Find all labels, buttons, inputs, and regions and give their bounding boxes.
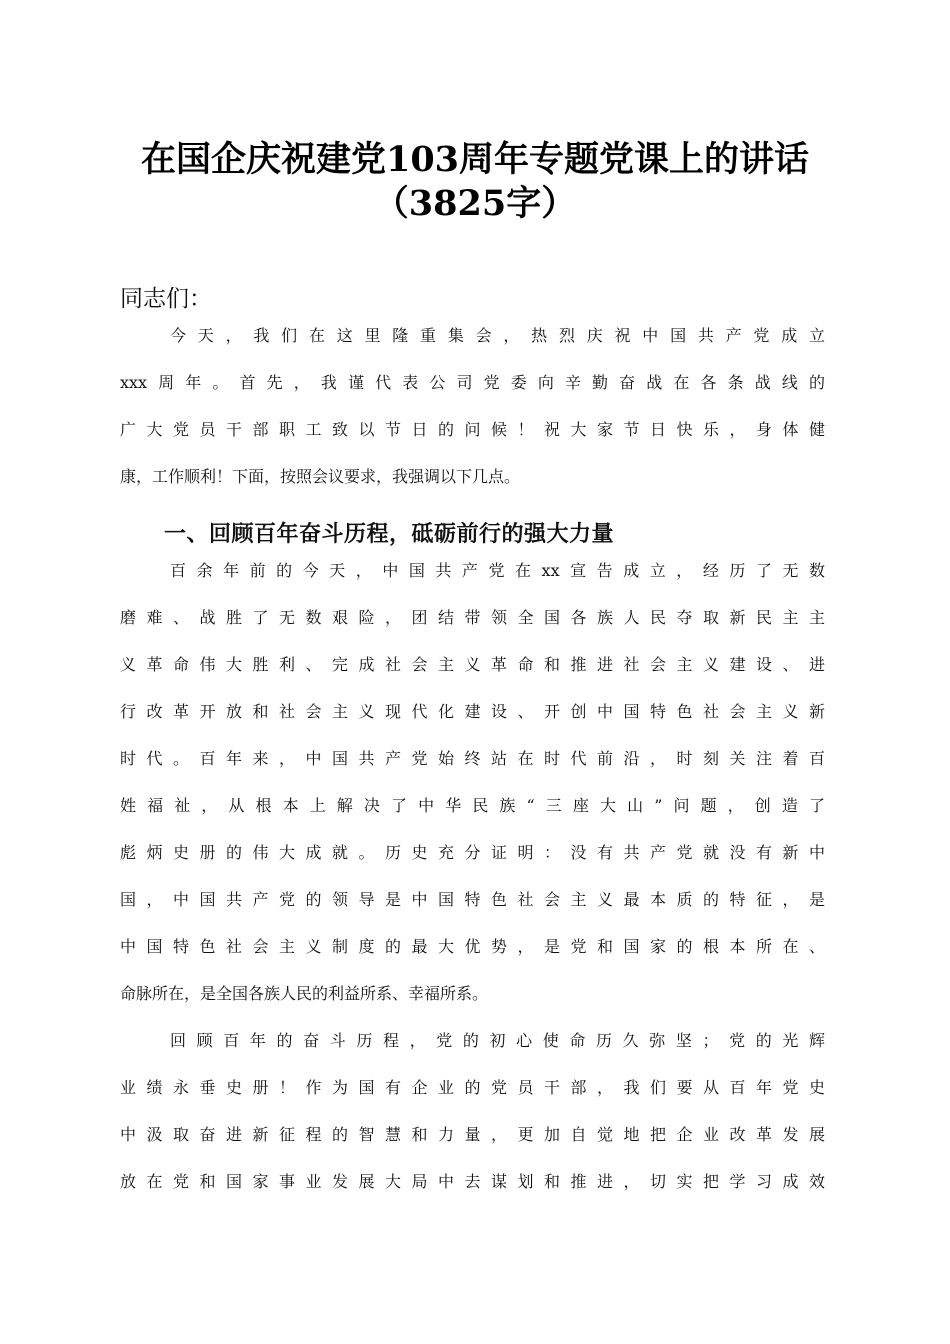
paragraph-line: 回顾百年的奋斗历程，党的初心使命历久弥坚；党的光辉 [170,1031,825,1050]
paragraph-line: 百余年前的今天，中国共产党在xx宣告成立，经历了无数 [170,561,825,580]
paragraph-line: 今天，我们在这里隆重集会，热烈庆祝中国共产党成立 [170,326,825,345]
paragraph-line: 中汲取奋进新征程的智慧和力量，更加自觉地把企业改革发展 [120,1125,825,1144]
paragraph-2 [120,558,825,1028]
paragraph-line: 义革命伟大胜利、完成社会主义革命和推进社会主义建设、进 [120,655,825,674]
paragraph-line: xxx周年。首先，我谨代表公司党委向辛勤奋战在各条战线的 [120,373,825,392]
document-title-line2: （3825字） [373,183,577,224]
paragraph-line: 康，工作顺利！下面，按照会议要求，我强调以下几点。 [120,467,521,486]
paragraph-line: 放在党和国家事业发展大局中去谋划和推进，切实把学习成效 [120,1172,825,1191]
salutation: 同志们： [120,286,212,312]
paragraph-line: 业绩永垂史册！作为国有企业的党员干部，我们要从百年党史 [120,1078,825,1097]
paragraph-line: 姓福祉，从根本上解决了中华民族“三座大山”问题，创造了 [120,796,825,815]
document-title-line1: 在国企庆祝建党103周年专题党课上的讲话 [140,139,810,180]
paragraph-line: 广大党员干部职工致以节日的问候！祝大家节日快乐，身体健 [120,420,825,439]
paragraph-line: 中国特色社会主义制度的最大优势，是党和国家的根本所在、 [120,937,825,956]
section-heading-1: 一、回顾百年奋斗历程，砥砺前行的强大力量 [164,522,615,547]
document-body [120,275,825,1216]
paragraph-3 [120,1028,825,1216]
paragraph-line: 命脉所在，是全国各族人民的利益所系、幸福所系。 [120,984,489,1003]
paragraph-1 [120,323,825,511]
paragraph-line: 时代。百年来，中国共产党始终站在时代前沿，时刻关注着百 [120,749,825,768]
paragraph-line: 彪炳史册的伟大成就。历史充分证明：没有共产党就没有新中 [120,843,825,862]
paragraph-line: 国，中国共产党的领导是中国特色社会主义最本质的特征，是 [120,890,825,909]
paragraph-line: 磨难、战胜了无数艰险，团结带领全国各族人民夺取新民主主 [120,608,825,627]
paragraph-line: 行改革开放和社会主义现代化建设、开创中国特色社会主义新 [120,702,825,721]
